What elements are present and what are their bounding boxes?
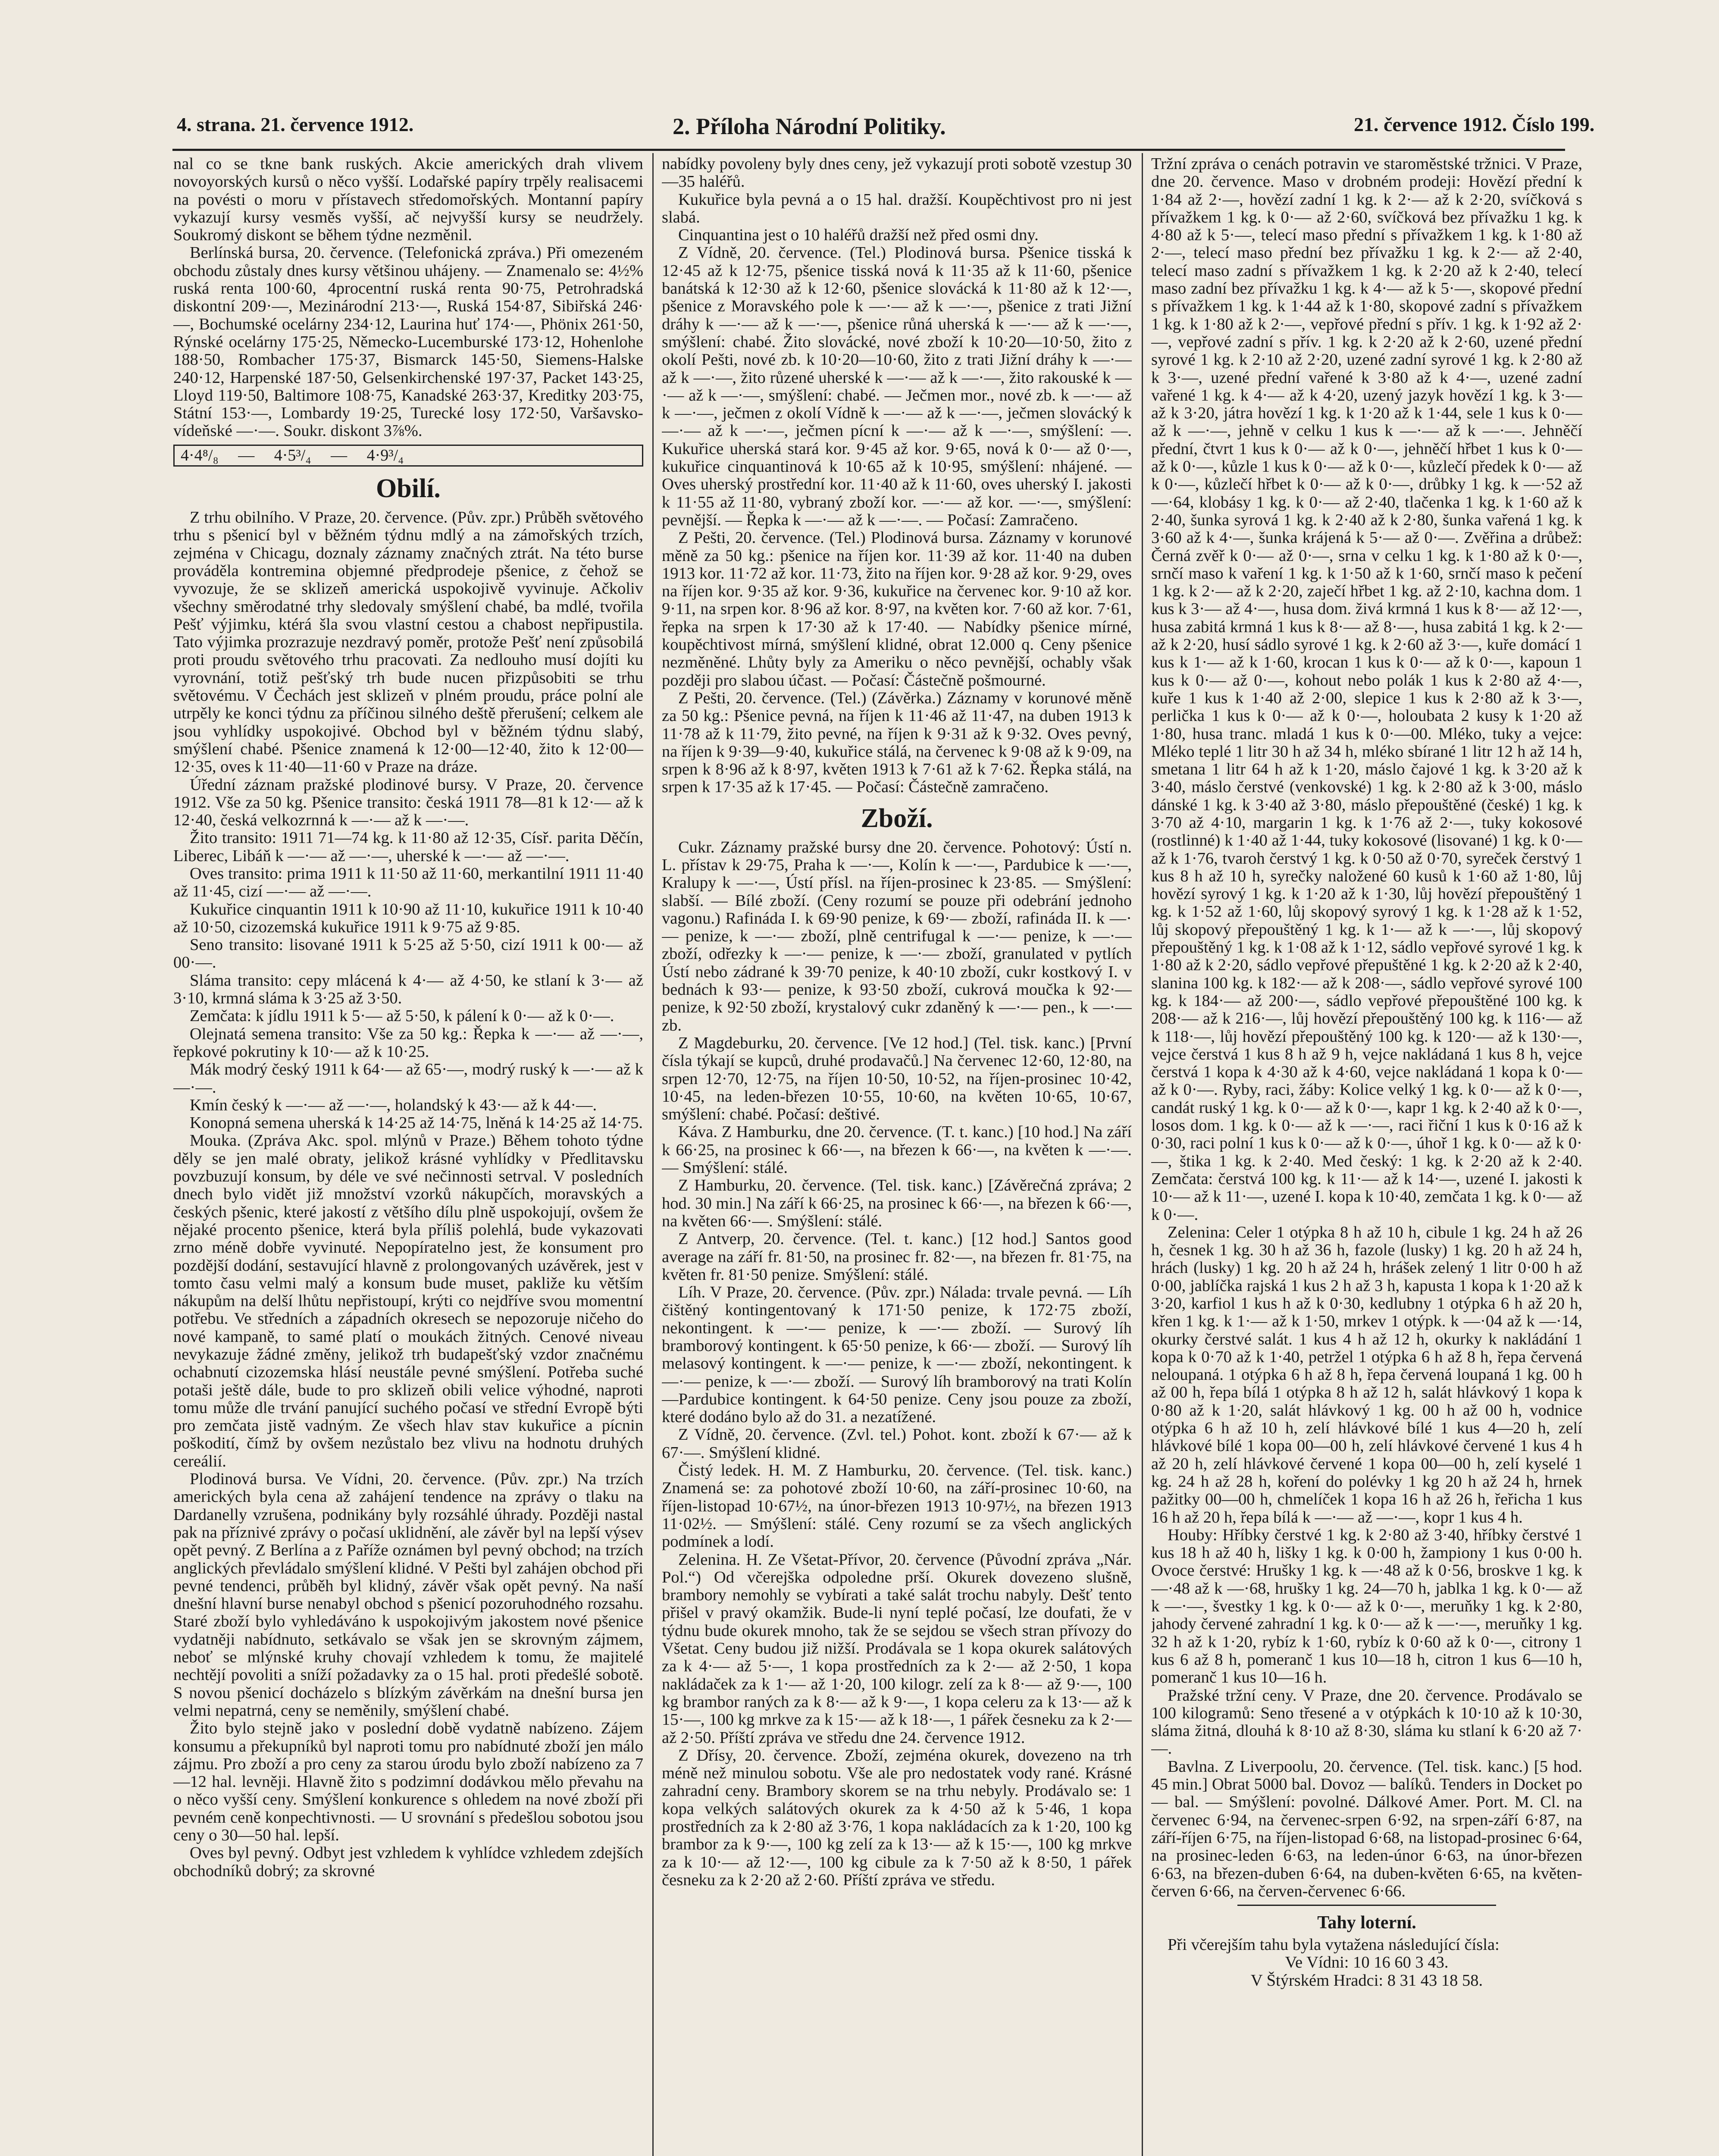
quote-dash: — [238,446,255,464]
article-paragraph: Mouka. (Zpráva Akc. spol. mlýnů v Praze.) Během tohoto týdne děly se jen malé obraty, jelikož krásné vyhlídky v Předlitavsku povzbuzují konsum, by déle ve své nečinnosti setrval. V posledních dnech bylo vidět již množství vzorků nákupčích, moravských a českých pšenic, které jakostí z většího dílu plně uspokojují, ovšem že nějaké procento pšenice, která byla příliš polehlá, bude vykazovati zrno méně dobře vyvinuté. Nepopíratelno jest, že konsument pro pozdější dodání, sestavující hlavně z prolongovaných uzávěrek, jest v tomto času velmi malý a konsum bude muset, pakliže ku větším nákupům na delší lhůtu nepřistoupí, krýti co nejdříve svou momentní potřebu. Ve středních a západních okresech se nepozoruje ničeho do nové kampaně, to samé platí o moukách žitných. Cenové niveau nevykazuje žádné změny, jelikož trh budapešťský vzdor značnému ochabnutí cizozemska hlásí neustále pevné smýšlení. Potřeba suché potaši ještě dále, bude to pro sklizeň obili velice výhodné, naproti tomu může dle trvání panující suchého počasí ve střední Evropě býti pro zemčata jistě vadným. Ze všech hlav stav kukuřice a pícnin poškodití, čímž by ovšem nezůstalo bez vlivu na hodnotu druhých cereálií. [173,1131,643,1470]
article-paragraph: Z Pešti, 20. července. (Tel.) Plodinová bursa. Záznamy v korunové měně za 50 kg.: pšenice na říjen kor. 11·39 až kor. 11·40 na duben 1913 kor. 11·72 až kor. 11·73, žito na říjen kor. 9·28 až kor. 9·29, oves na říjen kor. 9·35 až kor. 9·36, kukuřice na červenec kor. 9·10 až kor. 9·11, na srpen kor. 8·96 až kor. 8·97, na květen kor. 7·60 až kor. 7·61, řepka na srpen k 17·30 až k 17·40. — Nabídky pšenice mírné, koupěchtivost mírná, smýšlení klidné, obrat 12.000 q. Ceny pšenice nezměněné. Lhůty byly za Ameriku o něco pevnější, ochably však později pro slabou účast. — Počasí: Částečně pošmourné. [662,529,1132,689]
header-rule [172,149,1565,151]
lottery-row: V Štýrském Hradci: 8 31 43 18 58. [1250,1971,1483,1990]
article-paragraph: Káva. Z Hamburku, dne 20. července. (T. t. kanc.) [10 hod.] Na září k 66·25, na prosinec k 66·—, na březen k 66·—, na květen k —·—. — Smýšlení: stálé. [662,1123,1132,1177]
article-paragraph: Z Hamburku, 20. července. (Tel. tisk. kanc.) [Závěrečná zpráva; 2 hod. 30 min.] Na září k 66·25, na prosinec k 66·—, na březen k 66·—, na květen 66·—. Smýšlení: stálé. [662,1176,1132,1230]
article-paragraph: Z Vídně, 20. července. (Tel.) Plodinová bursa. Pšenice tisská k 12·45 až k 12·75, pšenice tisská nová k 11·35 až k 11·60, pšenice banátská k 12·30 až k 12·60, pšenice slovácká k 11·80 až k 12·—, pšenice z Moravského pole k —·— až k —·—, pšenice z trati Jižní dráhy k —·— až k —·—, pšenice růná uherská k —·— až k —·—, smýšlení: chabé. Žito slovácké, nové zboží k 10·20—10·50, žito z okolí Pešti, nové zb. k 10·20—10·60, žito z trati Jižní dráhy k —·— až k —·—, žito růzené uherské k —·— až k —·—, žito rakouské k —·— až k —·—, smýšlení: chabé. — Ječmen mor., nové zb. k —·— až k —·—, ječmen z okolí Vídně k —·— až k —·—, ječmen slovácký k —·— až k —·—, ječmen pícní k —·— až k —·—, smýšlení: —. Kukuřice uherská stará kor. 9·45 až kor. 9·65, nová k 0·— až 0·—, kukuřice cinquantinová k 10·65 až k 10·95, smýšlení: nhájené. — Oves uherský prostřední kor. 11·40 až k 11·60, oves uherský I. jakosti k 11·55 až 11·80, vybraný zboží kor. —·— až kor. —·—, smýšlení: pevnější. — Řepka k —·— až k —·—. — Počasí: Zamračeno. [662,244,1132,529]
quote-value: 4·4⁸/₈ [181,446,219,464]
lottery-heading: Tahy loterní. [1317,1913,1416,1933]
article-paragraph: Kmín český k —·— až —·—, holandský k 43·— až k 44·—. [190,1096,597,1114]
article-paragraph: Z Pešti, 20. července. (Tel.) (Závěrka.) Záznamy v korunové měně za 50 kg.: Pšenice pevná, na říjen k 11·46 až 11·47, na duben 1913 k 11·78 až k 11·79, žito pevné, na říjen k 9·31 až k 9·32. Oves pevný, na říjen k 9·39—9·40, kukuřice stálá, na červenec k 9·08 až k 9·09, na srpen k 8·96 až k 8·97, květen 1913 k 7·61 až k 7·62. Řepka stálá, na srpen k 17·35 až k 17·45. — Počasí: Částečně zamračeno. [662,689,1132,796]
article-paragraph: Zemčata: k jídlu 1911 k 5·— až 5·50, k pálení k 0·— až k 0·—. [190,1007,614,1025]
article-paragraph: Žito transito: 1911 71—74 kg. k 11·80 až 12·35, Císř. parita Děčín, Liberec, Libáň k —·— až —·—, uherské k —·— až —·—. [173,829,643,865]
article-paragraph: Z trhu obilního. V Praze, 20. července. (Pův. zpr.) Průběh světového trhu s pšenicí byl v běžném týdnu mdlý a na zámořských trzích, zejména v Chicagu, doznaly záznamy značných ztrát. Na této burse prováděla kontremina objemné předprodeje pšenice, z čehož se vyvozuje, že se sklizeň americká uspokojivě vyvinuje. Ačkoliv všechny směrodatné trhy sledovaly smýšlení chabé, ba mdlé, tvořila Pešť výjimku, ktérá šla svou vlastní cestou a chabost nepřipustila. Tato výjimka prozrazuje nezdravý poměr, protože Pešť není způsobilá proti proudu světového trhu pracovati. Za nedlouho musí dojíti ku vyrovnání, totiž pešťský trh bude nucen přizpůsobiti se trhu světovému. V Čechách jest sklizeň v plném proudu, práce polní ale utrpěly ke konci týdnu za příčinou silného deště přerušení; celkem ale jsou vyhlídky uspokojivé. Obchod byl v běžném týdnu slabý, smýšlení chabé. Pšenice znamená k 12·00—12·40, žito k 12·00—12·35, oves k 11·40—11·60 v Praze na dráze. [173,508,643,776]
article-paragraph: Berlínská bursa, 20. července. (Telefonická zpráva.) Při omezeném obchodu zůstaly dnes kursy většinou uhájeny. — Znamenalo se: 4½% ruská renta 100·60, 4procentní ruská renta 90·75, Petrohradská diskontní 209·—, Mezinárodní 213·—, Ruská 154·87, Sibiřská 246·—, Bochumské ocelárny 234·12, Laurina huť 174·—, Phönix 261·50, Rýnské ocelárny 175·25, Německo-Lucemburské 173·12, Hohenlohe 188·50, Rombacher 175·37, Bismarck 145·50, Siemens-Halske 240·12, Harpenské 187·50, Gelsenkirchenské 197·37, Packet 143·25, Lloyd 119·50, Baltimore 108·75, Kanadské 263·37, Kreditky 203·75, Státní 153·—, Lombardy 19·25, Turecké losy 172·50, Varšavsko-vídeňské —·—. Soukr. diskont 3⅞%. [173,244,643,440]
article-paragraph: Houby: Hříbky čerstvé 1 kg. k 2·80 až 3·40, hříbky čerstvé 1 kus 18 h až 40 h, lišky 1 kg. k 0·00 h, žampiony 1 kus 0·00 h. Ovoce čerstvé: Hrušky 1 kg. k —·48 až k 0·56, broskve 1 kg. k —·48 až k —·68, hrušky 1 kg. 24—70 h, jablka 1 kg. k 0·— až k —·—, švestky 1 kg. k 0·— až k 0·—, meruňky 1 kg. k 2·80, jahody červené zahradní 1 kg. k 0·— až k —·—, meruňky 1 kg. 32 h až k 1·20, rybíz k 1·60, rybíz k 0·60 až k 0·—, citrony 1 kus 6 až 8 h, pomeranč 1 kus 10—18 h, citron 1 kus 6—10 h, pomeranč 1 kus 10—16 h. [1151,1526,1582,1687]
header-title: 2. Příloha Národní Politiky. [673,113,946,139]
section-divider [1237,1905,1496,1906]
column-1 [173,155,643,2156]
article-paragraph: Sláma transito: cepy mlácená k 4·— až 4·50, ke stlaní k 3·— až 3·10, krmná sláma k 3·25 až 3·50. [173,971,643,1008]
article-paragraph: Konopná semena uherská k 14·25 až 14·75, lněná k 14·25 až 14·75. [190,1114,643,1132]
column-2 [662,155,1132,2156]
article-paragraph: Z Vídně, 20. července. (Zvl. tel.) Pohot. kont. zboží k 67·— až k 67·—. Smýšlení klidné. [662,1426,1132,1462]
article-paragraph: Tržní zpráva o cenách potravin ve staroměstské tržnici. V Praze, dne 20. července. Maso v drobném prodeji: Hovězí přední k 1·84 až 2·—, hovězí zadní 1 kg. k 2·— až k 2·20, svíčková s přívažkem 1 kg. k 0·— až 2·60, svíčková bez přívažku 1 kg. k 4·80 až k 5·—, telecí maso přední s přívažkem 1 kg. k 1·80 až 2·—, telecí maso přední bez přívažku 1 kg. k 2·— až 2·40, telecí maso zadní s přívažkem 1 kg. k 2·20 až k 2·40, telecí maso zadní bez přívažku 1 kg. k 4·— až k 5·—, skopové přední s přívažkem 1 kg. k 1·44 až k 1·80, skopové zadní s přívažkem 1 kg. k 1·80 až k 2·—, vepřové přední s přív. 1 kg. k 1·92 až 2·—, vepřové zadní s přív. 1 kg. k 2·20 až k 2·60, uzené přední syrové 1 kg. k 2·10 až 2·20, uzené zadní syrové 1 kg. k 2·80 až k 3·—, uzené přední vařené k 3·80 až k 4·—, uzené zadní vařené 1 kg. k 4·— až k 4·20, uzený jazyk hovězí 1 kg. k 3·— až k 3·20, játra hovězí 1 kg. k 1·20 až k 1·44, sele 1 kus k 0·— až k —·—, jehně v celku 1 kus k —·— až k —·—. Jehněčí přední, čtvrt 1 kus k 0·— až k 0·—, jehněčí hřbet 1 kus k 0·— až k 0·—, kůzle 1 kus k 0·— až k 0·—, kůzlečí předek k 0·— až k 0·—, kůzlečí hřbet k 0·— až k 0·—, drůbky 1 kg. k —·52 až —·64, klobásy 1 kg. k 0·— až 2·40, tlačenka 1 kg. k 1·60 až k 2·40, šunka syrová 1 kg. k 2·40 až k 2·80, šunka vařená 1 kg. k 3·60 až k 4·—, šunka krájená k 5·— až 0·—. Zvěřina a drůbež: Černá zvěř k 0·— až 0·—, srna v celku 1 kg. k 1·80 až k 0·—, srnčí maso k vaření 1 kg. k 1·50 až k 1·60, srnčí maso k pečení 1 kg. k 2·— až k 2·20, zaječí hřbet 1 kg. až 2·10, kachna dom. 1 kus k 3·— až 4·—, husa dom. živá krmná 1 kus k 8·— až 12·—, husa zabitá krmná 1 kus k 8·— až 8·—, husa zabitá 1 kg. k 2·— až k 2·20, husí sádlo syrové 1 kg. k 2·60 až 3·—, kuře domácí 1 kus k 1·— až k 1·60, krocan 1 kus k 0·— až k 0·—, kapoun 1 kus k 0·— až 0·—, kohout nebo polák 1 kus k 2·80 až 4·—, kuře 1 kus k 1·40 až 2·00, slepice 1 kus k 2·80 až k 3·—, perlička 1 kus k 0·— až k 0·—, holoubata 2 kusy k 1·20 až 1·80, husa tranc. mladá 1 kus k 0·—00. Mléko, tuky a vejce: Mléko teplé 1 litr 30 h až 34 h, mléko sbírané 1 litr 12 h až 14 h, smetana 1 litr 64 h až k 1·20, máslo čajové 1 kg. k 3·20 až k 3·40, máslo čerstvé (venkovské) 1 kg. k 2·80 až k 3·00, máslo dánské 1 kg. k 3·40 až 3·80, máslo přepouštěné (české) 1 kg. k 3·70 až 4·10, margarin 1 kg. k 1·76 až 2·—, tuky kokosové (rostlinné) k 1·40 až 1·44, tuky kokosové (lisované) 1 kg. k 0·— až k 1·76, tvaroh čerstvý 1 kg. k 0·50 až 0·70, syreček čerstvý 1 kus 8 h až 10 h, syrečky naložené 60 kusů k 1·60 až 1·80, lůj hovězí syrový 1 kg. k 1·20 až k 1·30, lůj hovězí přepouštěný 1 kg. k 1·52 až 1·60, lůj skopový syrový 1 kg. k 1·28 až k 1·52, lůj skopový přepouštěný 1 kg. k 1·— až k —·—, lůj skopový přepouštěný 1 kg. k 1·08 až k 1·12, sádlo vepřové syrové 1 kg. k 1·80 až k 2·20, sádlo vepřové přepuštěné 1 kg. k 2·20 až k 2·40, slanina 100 kg. k 182·— až k 208·—, sádlo vepřové syrové 100 kg. k 184·— až 200·—, sádlo vepřové přepouštěné 100 kg. k 208·— až k 216·—, lůj hovězí přepouštěný 100 kg. k 116·— až k 118·—, lůj hovězí přepouštěný 100 kg. k 120·— až k 130·—, vejce čerstvá 1 kus 8 h až 9 h, vejce nakládaná 1 kus 8 h, vejce čerstvá 1 kopa k 4·30 až k 4·60, vejce nakládaná 1 kopa k 0·— až k 0·—. Ryby, raci, žáby: Kolice velký 1 kg. k 0·— až k 0·—, candát ruský 1 kg. k 0·— až k 0·—, kapr 1 kg. k 2·40 až k 0·—, losos dom. 1 kg. k 0·— až k —·—, raci řiční 1 kus k 0·16 až k 0·30, raci polní 1 kus k 0·— až k 0·—, úhoř 1 kg. k 0·— až k 0·—, štika 1 kg. k 2·40. Med český: 1 kg. k 2·20 až k 2·40. Zemčata: čerstvá 100 kg. k 11·— až k 14·—, uzené I. jakosti k 10·— až k 11·—, uzené I. kopa k 10·40, zemčata 1 kg. k 0·— až k 0·—. [1151,155,1582,1224]
section-heading: Zboží. [861,803,933,833]
article-paragraph: Zelenina: Celer 1 otýpka 8 h až 10 h, cibule 1 kg. 24 h až 26 h, česnek 1 kg. 30 h až 36 h, fazole (lusky) 1 kg. 20 h až 24 h, hrách (lusky) 1 kg. 20 h až 24 h, hrášek zelený 1 litr 0·00 h až 0·00, jablíčka rajská 1 kus 2 h až 3 h, kapusta 1 kopa k 1·20 až k 3·20, karfiol 1 kus h až k 0·30, kedlubny 1 otýpka 6 h až 20 h, křen 1 kg. k 1·— až k 1·50, mrkev 1 otýpk. k —·04 až k —·14, okurky čerstvé salát. 1 kus 4 h až 12 h, okurky k nakládání 1 kopa k 0·70 až k 1·40, petržel 1 otýpka 6 h až 8 h, řepa červená neloupaná. 1 otýpka 6 h až 8 h, řepa červená loupaná 1 kg. 00 h až 00 h, řepa bílá 1 otýpka 8 h až 12 h, salát hlávkový 1 kopa k 0·80 až k 1·20, salát hlávkový 1 kg. 00 h až 00 h, vodnice otýpka 6 h až 10 h, zelí hlávkové bílé 1 kus 4—20 h, zelí hlávkové bílé 1 kopa 00—00 h, zelí hlávkové červené 1 kus 4 h až 20 h, zelí hlávkové červené 1 kopa 00—00 h, zelí kyselé 1 kg. 24 h až 28 h, koření do polévky 1 kg 20 h až 24 h, hrnek pažitky 00—00 h, chmelíček 1 kopa 16 h až 26 h, řeřicha 1 kus 16 h až 20 h, řepa bílá k —·— až —·—, kopr 1 kus 4 h. [1151,1223,1582,1526]
article-paragraph: Z Antverp, 20. července. (Tel. t. kanc.) [12 hod.] Santos good average na září fr. 81·50, na prosinec fr. 82·—, na březen fr. 81·75, na květen fr. 81·50 penize. Smýšlení: stálé. [662,1230,1132,1284]
article-paragraph: Pražské tržní ceny. V Praze, dne 20. července. Prodávalo se 100 kilogramů: Seno třesené a v otýpkách k 10·10 až k 10·30, sláma žitná, dlouhá k 8·10 až 8·30, sláma ku stlaní k 6·20 až 7·—. [1151,1686,1582,1758]
quote-value: 4·5³/₄ [274,446,311,464]
article-paragraph: Mák modrý český 1911 k 64·— až 65·—, modrý ruský k —·— až k —·—. [173,1060,643,1097]
article-paragraph: Oves transito: prima 1911 k 11·50 až 11·60, merkantilní 1911 11·40 až 11·45, cizí —·— až —·—. [173,864,643,901]
article-paragraph: Úřední záznam pražské plodinové bursy. V Praze, 20. července 1912. Vše za 50 kg. Pšenice transito: česká 1911 78—81 k 12·— až k 12·40, česká velkozrnná k —·— až k —·—. [173,775,643,830]
quote-strip [173,445,643,467]
article-paragraph: Kukuřice cinquantin 1911 k 10·90 až 11·10, kukuřice 1911 k 10·40 až 10·50, cizozemská kukuřice 1911 k 9·75 až 9·85. [173,900,643,936]
header-issue-right: 21. července 1912. Číslo 199. [1354,113,1595,135]
quote-value: 4·9³/₄ [366,446,404,464]
article-paragraph: Z Magdeburku, 20. července. [Ve 12 hod.] (Tel. tisk. kanc.) [První čísla týkají se kupců, druhé prodavačů.] Na červenec 12·60, 12·80, na srpen 12·70, 12·75, na říjen 10·50, 10·52, na říjen-prosinec 10·42, 10·45, na leden-březen 10·55, 10·60, na květen 10·65, 10·67, smýšlení: chabé. Počasí: deštivé. [662,1034,1132,1124]
article-paragraph: Z Dřísy, 20. července. Zboží, zejména okurek, dovezeno na trh méně než minulou sobotu. Vše ale pro nedostatek vody rané. Krásné zahradní ceny. Brambory skorem se na trhu nebyly. Prodávalo se: 1 kopa velkých salátových okurek za k 4·50 až k 5·46, 1 kopa prostředních za k 2·80 až 3·76, 1 kopa nakládacích za k 1·20, 100 kg brambor za k 9·—, 100 kg zelí za k 13·— až k 15·—, 100 kg mrkve za k 10·— až 12·—, 100 kg cibule za k 7·50 až k 8·50, 1 pářek česneku za k 2·20 až 2·60. Příští zpráva ve středu. [662,1746,1132,1889]
article-paragraph: Olejnatá semena transito: Vše za 50 kg.: Řepka k —·— až —·—, řepkové pokrutiny k 10·— až k 10·25. [173,1025,643,1061]
article-paragraph: Líh. V Praze, 20. července. (Pův. zpr.) Nálada: trvale pevná. — Líh čištěný kontingentovaný k 171·50 penize, k 172·75 zboží, nekontingent. k —·— penize, k —·— zboží. — Surový líh bramborový kontingent. k 65·50 penize, k 66·— zboží. — Surový líh melasový kontingent. k —·— penize, k —·— zboží, nekontingent. k —·— penize, k —·— zboží. — Surový líh bramborový na trati Kolín—Pardubice kontingent. k 64·50 penize. Ceny jsou pouze za zboží, které dodáno bylo až do 31. a nezatížené. [662,1283,1132,1426]
column-3 [1151,155,1582,2156]
article-paragraph: nabídky povoleny byly dnes ceny, jež vykazují proti sobotě vzestup 30—35 haléřů. [662,155,1132,191]
article-paragraph: Plodinová bursa. Ve Vídni, 20. července. (Pův. zpr.) Na trzích amerických byla cena až zahájení tendence na zprávy o tlaku na Dardanelly vzrušena, podnikány byly rozsáhlé úhrady. Později nastal pak na příznivé zprávy o počasí uklidnění, ale závěr byl na lepší výsev opět pevný. Z Berlína a z Paříže oznámen byl pevný obchod; na trzích anglických převládalo smýšlení klidné. V Pešti byl zahájen obchod při pevné tendenci, průběh byl klidný, závěr však opět pevný. Na naší dnešní hlavní burse nenabyl obchod s pšenicí pozoruhodného rozsahu. Staré zboží bylo vyhledáváno k uspokojivým jakostem nové pšenice vydatněji nabídnuto, setkávalo se však jen se skrovným zájmem, neboť se mlýnské kruhy chovají vzhledem k tomu, že majitelé nechtějí povoliti a sníží požadavky za o 15 hal. proti předešlé sobotě. S novou pšenicí docházelo s blízkým závěrkám na dnešní bursa jen velmi nepatrná, ceny se neměnily, smýšlení chabé. [173,1470,643,1720]
section-heading: Obilí. [376,474,441,504]
column-separator [1142,153,1143,2156]
article-paragraph: Oves byl pevný. Odbyt jest vzhledem k vyhlídce vzhledem zdejších obchodníků dobrý; za skrovné [173,1844,643,1880]
article-paragraph: Cinquantina jest o 10 haléřů dražší než před osmi dny. [678,226,1039,244]
article-paragraph: Kukuřice byla pevná a o 15 hal. dražší. Koupěchtivost pro ni jest slabá. [662,190,1132,226]
article-paragraph: Zelenina. H. Ze Všetat-Přívor, 20. července (Původní zpráva „Nár. Pol.“) Od včerejška odpoledne prší. Okurek dovezeno slušně, brambory nemohly se vybírati a také salát trochu nabyly. Dešť tento přišel v pravý okamžik. Bude-li nyní teplé počasí, lze doufati, že v týdnu bude okurek mnoho, tak že se sejdou se všech stran přívozy do Všetat. Ceny budou již nižší. Prodávala se 1 kopa okurek salátových za k 4·— až 5·—, 1 kopa prostředních za k 2·— až 2·50, 1 kopa nakládaček za k 1·— až 1·20, 100 kilogr. zelí za k 8·— až 9·—, 100 kg brambor raných za k 8·— až k 9·—, 1 kopa celeru za k 13·— až k 15·—, 100 kg mrkve za k 15·— až k 18·—, 1 pářek česneku za k 2·— až 2·50. Příští zpráva ve středu dne 24. července 1912. [662,1550,1132,1747]
article-paragraph: Čistý ledek. H. M. Z Hamburku, 20. července. (Tel. tisk. kanc.) Znamená se: za pohotové zboží 10·60, na září-prosinec 10·60, na říjen-listopad 10·67½, na únor-březen 1913 10·97½, na březen 1913 11·02½. — Smýšlení: stálé. Ceny rozumí se za všech anglických podmínek a lodí. [662,1461,1132,1551]
quote-dash: — [331,446,348,464]
lottery-row: Ve Vídni: 10 16 60 3 43. [1285,1953,1449,1972]
article-paragraph: Žito bylo stejně jako v poslední době vydatně nabízeno. Zájem konsumu a překupníků byl naproti tomu pro nabídnuté zboží jen málo zájmu. Pro zboží a pro ceny za starou úrodu bylo zboží nabízeno za 7—12 hal. levněji. Hlavně žito s podzimní dodávkou mělo převahu na o něco vyšší ceny. Smýšlení konkurence s ohledem na nové zboží při pevném ceně konpechtivnosti. — U srovnání s předešlou sobotou jsou ceny o 30—50 hal. lepší. [173,1719,643,1845]
article-paragraph: nal co se tkne bank ruských. Akcie amerických drah vlivem novoyorských kursů o něco vyšší. Lodařské papíry trpěly realisacemi na povésti o moru v přístavech středomořských. Montanní papíry vykazují kursy vesměs vyšší, ač nejvyšší kursy se neudržely. Soukromý diskont se během týdne nezměnil. [173,155,643,244]
column-separator [652,153,654,2156]
lottery-intro: Při včerejším tahu byla vytažena následující čísla: [1168,1936,1500,1954]
article-paragraph: Bavlna. Z Liverpoolu, 20. července. (Tel. tisk. kanc.) [5 hod. 45 min.] Obrat 5000 bal. Dovoz — balíků. Tenders in Docket po — bal. — Smýšlení: povolné. Dálkové Amer. Port. M. Cl. na červenec 6·94, na červenec-srpen 6·92, na srpen-září 6·87, na září-říjen 6·75, na říjen-listopad 6·68, na listopad-prosinec 6·64, na prosinec-leden 6·63, na leden-únor 6·63, na únor-březen 6·63, na březen-duben 6·64, na duben-květen 6·65, na květen-červen 6·66, na červen-červenec 6·66. [1151,1757,1582,1900]
header-date-left: 4. strana. 21. července 1912. [177,113,414,135]
article-paragraph: Seno transito: lisované 1911 k 5·25 až 5·50, cizí 1911 k 00·— až 00·—. [173,936,643,972]
article-paragraph: Cukr. Záznamy pražské bursy dne 20. července. Pohotový: Ústí n. L. přístav k 29·75, Praha k —·—, Kolín k —·—, Pardubice k —·—, Kralupy k —·—, Ústí přísl. na říjen-prosinec k 23·85. — Smýšlení: slabší. — Bílé zboží. (Ceny rozumí se pouze při odebrání jednoho vagonu.) Rafináda I. k 69·90 penize, k 69·— zboží, rafináda II. k —·— penize, k —·— zboží, plně centrifugal k —·— penize, k —·— zboží, odřezky k —·— penize, k —·— zboží, granulated v pytlích Ústí nebo zádrané k 39·70 penize, k 40·10 zboží, cukr kostkový I. v bednách k 93·— penize, k 93·50 zboží, cukrová moučka k 92·— penize, k 92·50 zboží, krystalový cukr zdaněný k —·— pen., k —·— zb. [662,838,1132,1034]
